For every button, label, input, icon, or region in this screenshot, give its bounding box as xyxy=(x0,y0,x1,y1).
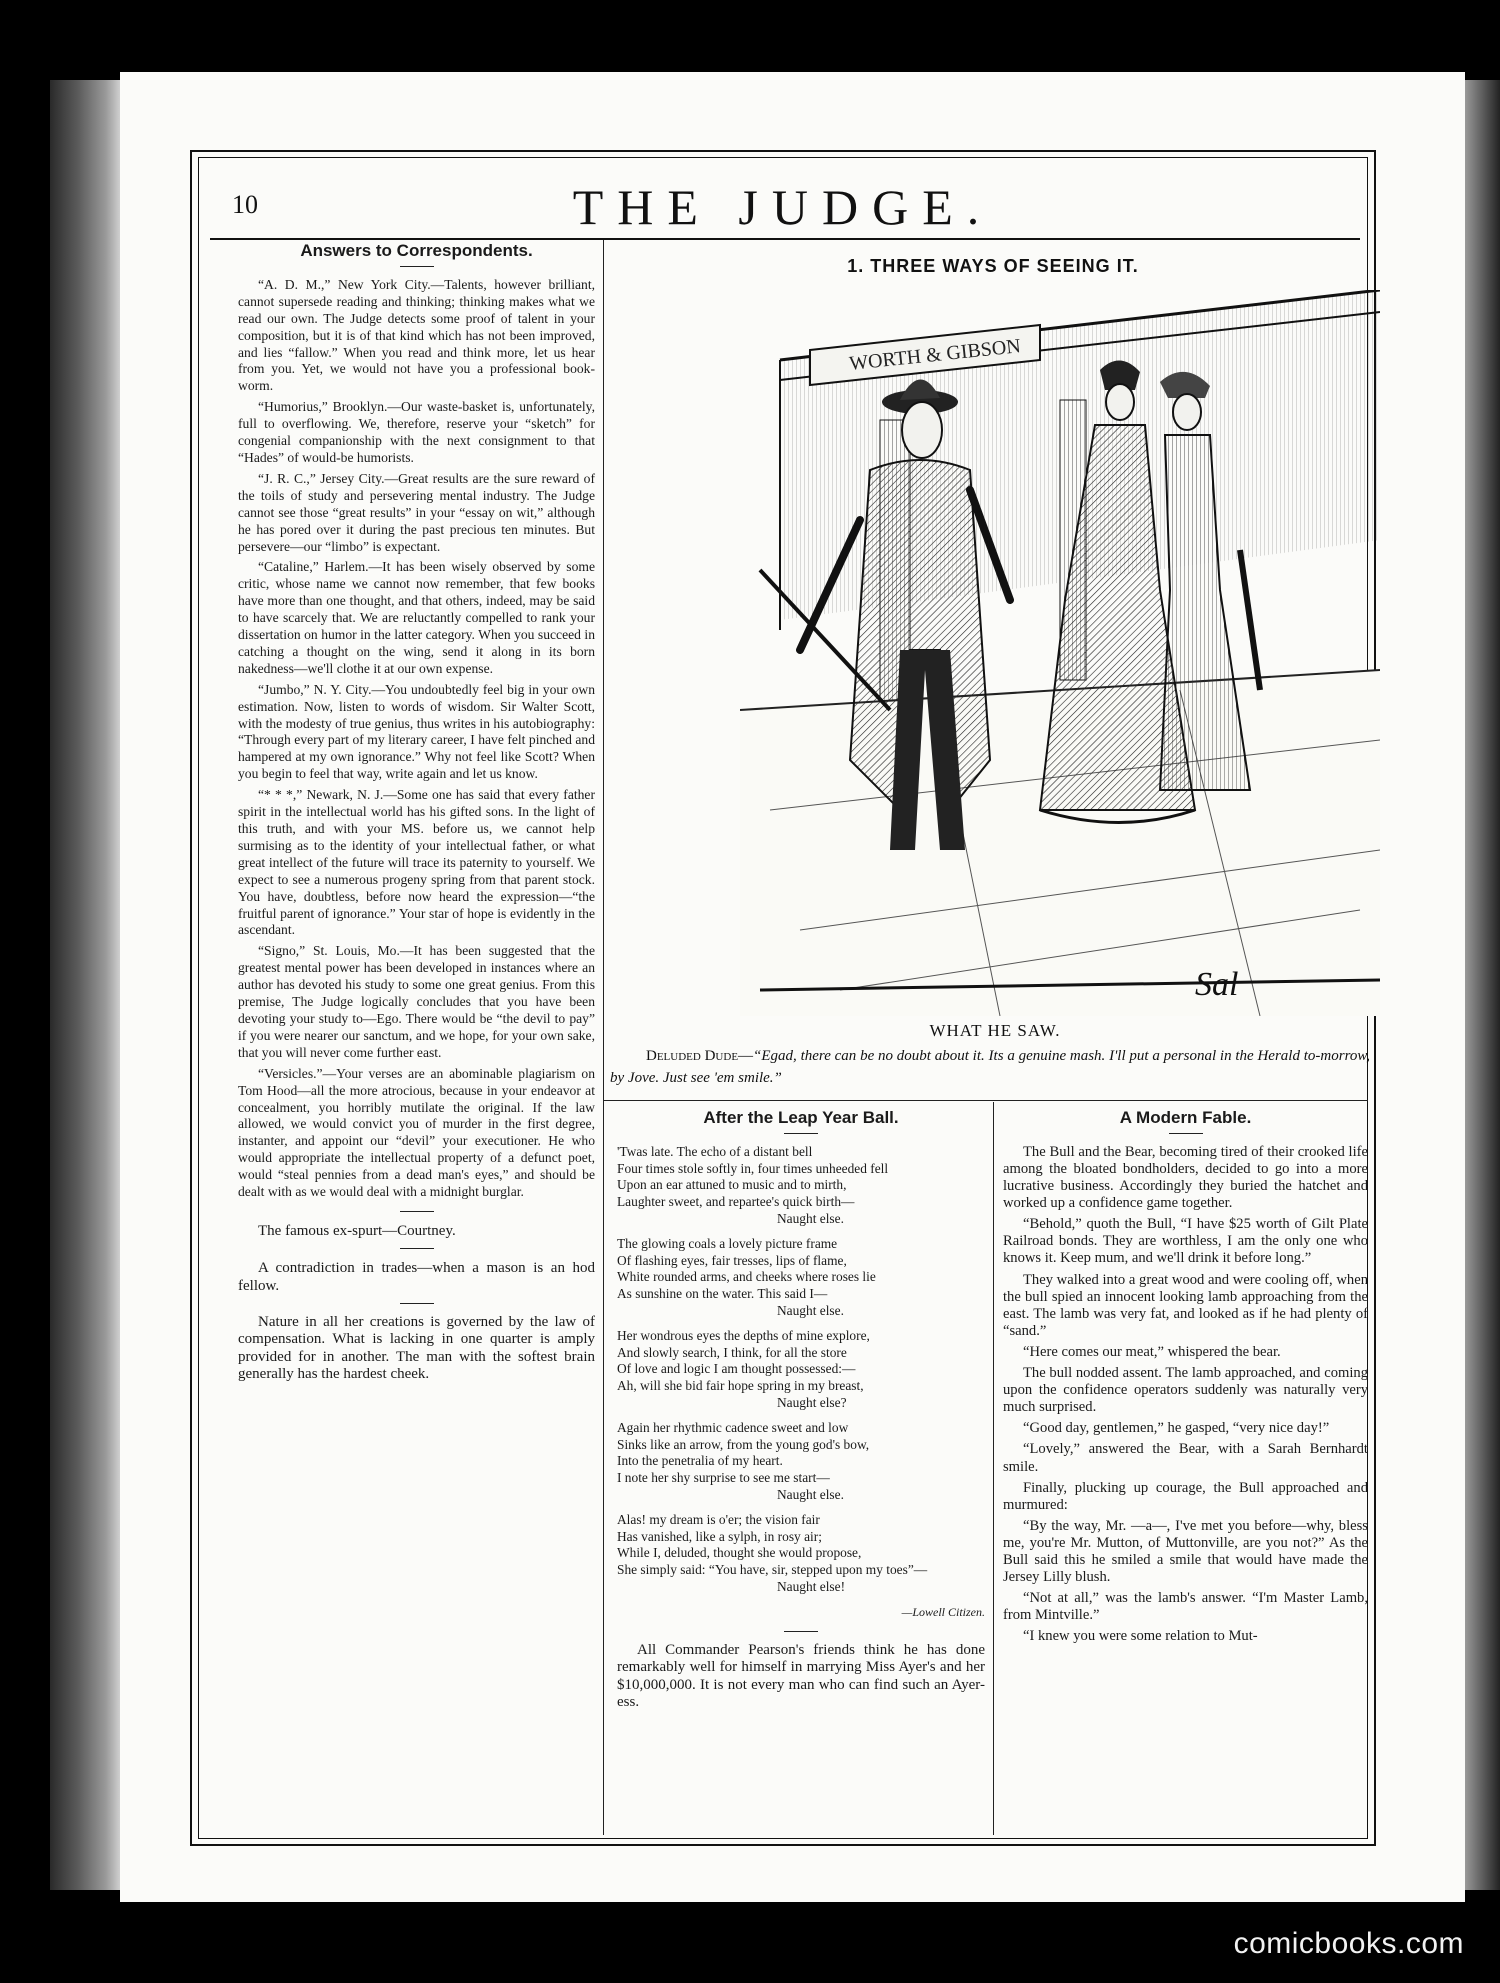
fable-paragraph: “Good day, gentlemen,” he gasped, “very nice day!” xyxy=(1023,1420,1330,1437)
answer-paragraph: “Humorius,” Brooklyn.—Our waste-basket is, unfortunately, full to overflowing. We, therefore, reserve your “sketch” for congenial companionship with the next consignment to that “Hades” of would-be humorists. xyxy=(238,399,595,465)
dude-and-ladies-engraving xyxy=(740,290,1380,1016)
fable-column xyxy=(1003,1110,1368,1649)
page-number: 10 xyxy=(232,190,258,219)
answers-heading: Answers to Correspondents. xyxy=(300,241,533,260)
poem-heading: After the Leap Year Ball. xyxy=(703,1108,899,1127)
masthead-title: THE JUDGE. xyxy=(572,179,994,235)
heading-rule xyxy=(1169,1133,1203,1134)
fable-paragraph: Finally, plucking up courage, the Bull approached and murmured: xyxy=(1003,1479,1368,1513)
heading-rule xyxy=(784,1133,818,1134)
answer-paragraph: “Cataline,” Harlem.—It has been wisely observed by some critic, whose name we cannot now remember, that few books have more than one thought, and that others, indeed, may be said to have scarcely that. We are reluctantly compelled to rank your dissertation on humor in the latter category. When you succeed in catching a thought on the wing, send it along in its born nakedness—we'll clothe it at our own expense. xyxy=(238,559,595,676)
poem-line: Into the penetralia of my heart. xyxy=(617,1453,783,1469)
column-rule-right xyxy=(993,1102,994,1835)
artist-signature: Sal xyxy=(1195,966,1239,1003)
poem-line: Alas! my dream is o'er; the vision fair xyxy=(617,1511,820,1527)
poem-refrain: Naught else. xyxy=(777,1210,844,1226)
answer-paragraph: “A. D. M.,” New York City.—Talents, however brilliant, cannot supersede reading and thinking; thinking makes what we read our own. The Judge detects some proof of talent in your composition, but it is of that kind which has not been improved, and lies “fallow.” When you read and think more, let us hear from you. Yet, we would not have you a professional book-worm. xyxy=(238,276,595,394)
section-rule xyxy=(784,1631,818,1632)
sign-lettering: WORTH & GIBSON xyxy=(848,335,1022,375)
dialogue-text: “Egad, there can be no doubt about it. Its a genuine mash. I'll put a personal in the Herald to-morrow, by Jove. Just see 'em smile.” xyxy=(610,1048,1370,1086)
poem-line: Upon an ear attuned to music and to mirth, xyxy=(617,1177,847,1193)
illustration-caption: WHAT HE SAW. xyxy=(929,1021,1061,1040)
heading-rule xyxy=(400,266,434,267)
poem-line: Her wondrous eyes the depths of mine explore, xyxy=(617,1327,870,1343)
squib-contradiction: A contradiction in trades—when a mason is an hod fellow. xyxy=(238,1259,595,1294)
masthead-rule xyxy=(210,238,1360,240)
poem-line: Of flashing eyes, fair tresses, lips of flame, xyxy=(617,1252,847,1268)
answer-paragraph: “* * *,” Newark, N. J.—Some one has said that every father spirit in the intellectual world has his gifted sons. In the light of this truth, and with your MS. before us, we cannot help surmising as to the identity of your intellectual father, or what great intellect of the future will trace its paternity to yourself. We expect to see a numerous progeny spring from that parent stock. You have, doubtless, before now heard the expression—“the fruitful parent of ignorance.” Your star of hope is evidently in the ascendant. xyxy=(238,787,595,938)
poem-refrain: Naught else? xyxy=(777,1394,847,1410)
poem-stanza xyxy=(617,1144,985,1228)
answer-paragraph: “Jumbo,” N. Y. City.—You undoubtedly feel big in your own estimation. Now, listen to words of wisdom. Sir Walter Scott, with the modesty of true genius, thus writes in his autobiography: “Through every part of my literary career, I have felt pinched and hampered at my own ignorance.” Why not feel like Scott? When you begin to feel that way, write again and let us know. xyxy=(238,681,595,782)
poem-line: While I, deluded, thought she would propose, xyxy=(617,1545,862,1561)
section-rule xyxy=(400,1248,434,1249)
poem-refrain: Naught else! xyxy=(777,1578,846,1594)
poem-stanza xyxy=(617,1512,985,1596)
poem-attribution: —Lowell Citizen. xyxy=(901,1604,985,1619)
section-rule xyxy=(400,1303,434,1304)
column-rule-left xyxy=(603,240,604,1835)
poem-stanza xyxy=(617,1420,985,1504)
poem-stanza xyxy=(617,1236,985,1320)
poem-line: Has vanished, like a sylph, in rosy air; xyxy=(617,1528,822,1544)
fable-paragraph: “I knew you were some relation to Mut- xyxy=(1023,1628,1258,1645)
answers-column xyxy=(238,243,595,1388)
fable-paragraph: “Here comes our meat,” whispered the bear. xyxy=(1023,1343,1281,1360)
illustration-title: 1. THREE WAYS OF SEEING IT. xyxy=(847,256,1139,276)
fable-heading: A Modern Fable. xyxy=(1119,1108,1252,1127)
squib-pearson: All Commander Pearson's friends think he has done remarkably well for himself in marrying Miss Ayer's and her $10,000,000. It is not every man who can find such an Ayer-ess. xyxy=(617,1641,985,1711)
section-rule xyxy=(400,1211,434,1212)
poem-refrain: Naught else. xyxy=(777,1486,844,1502)
fable-paragraph: The Bull and the Bear, becoming tired of their crooked life among the bloated bondholders, decided to go into a more lucrative business. Accordingly they buried the hatchet and worked up a confidence game together. xyxy=(1003,1143,1368,1212)
poem-line: I note her shy surprise to see me start— xyxy=(617,1470,830,1486)
poem-line: She simply said: “You have, sir, stepped upon my toes”— xyxy=(617,1562,928,1578)
poem-line: And slowly search, I think, for all the store xyxy=(617,1344,847,1360)
fable-paragraph: “Lovely,” answered the Bear, with a Sarah Bernhardt smile. xyxy=(1003,1441,1368,1475)
fable-paragraph: They walked into a great wood and were cooling off, when the bull spied an innocent looking lamb approaching from the east. The lamb was very fat, and looked as if he had plenty of “sand.” xyxy=(1003,1271,1368,1339)
answer-paragraph: “J. R. C.,” Jersey City.—Great results are the sure reward of the toils of study and persevering mental industry. The Judge cannot see those “great results” in your “essay on wit,” although he has pored over it during the past precious ten minutes. But persevere—our “limbo” is expectant. xyxy=(238,470,595,554)
poem-line: Again her rhythmic cadence sweet and low xyxy=(617,1419,849,1435)
poem-line: Sinks like an arrow, from the young god's bow, xyxy=(617,1436,870,1452)
poem-line: Ah, will she bid fair hope spring in my breast, xyxy=(617,1378,864,1394)
fable-paragraph: “Behold,” quoth the Bull, “I have $25 worth of Gilt Plate Railroad bonds. They are worthless, I am the only one who knows it. Keep mum, and we'll drink it before long.” xyxy=(1003,1216,1368,1267)
fable-paragraph: The bull nodded assent. The lamb approached, and coming upon the confidence operators suddenly was naturally very much surprised. xyxy=(1003,1365,1368,1416)
fable-paragraph: “Not at all,” was the lamb's answer. “I'm Master Lamb, from Mintville.” xyxy=(1003,1590,1368,1624)
poem-refrain: Naught else. xyxy=(777,1302,844,1318)
speaker-name: Deluded Dude xyxy=(646,1048,739,1064)
poem-line: The glowing coals a lovely picture frame xyxy=(617,1235,838,1251)
illustration-dialogue: Deluded Dude—“Egad, there can be no doubt about it. Its a genuine mash. I'll put a personal in the Herald to-morrow, by Jove. Just see 'em smile.” xyxy=(610,1048,1370,1086)
site-watermark: comicbooks.com xyxy=(1233,1927,1464,1960)
poem-line: White rounded arms, and cheeks where roses lie xyxy=(617,1269,876,1285)
poem-line: 'Twas late. The echo of a distant bell xyxy=(617,1143,813,1159)
answer-paragraph: “Signo,” St. Louis, Mo.—It has been suggested that the greatest mental power has been developed in instances where an author has devoted his study to some one great genius. From this premise, The Judge logically concludes that you have been devoting your study to—Ego. There would be “the devil to pay” if you were nearer our sanctum, and we hope, for your own sake, that you will never come further east. xyxy=(238,943,595,1060)
poem-column xyxy=(617,1110,985,1716)
illustration-bottom-rule xyxy=(603,1100,1368,1101)
poem-line: As sunshine on the water. This said I— xyxy=(617,1286,828,1302)
squib-ex-spurt: The famous ex-spurt—Courtney. xyxy=(258,1222,456,1239)
poem-line: Four times stole softly in, four times unheeded fell xyxy=(617,1160,889,1176)
answer-paragraph: “Versicles.”—Your verses are an abominable plagiarism on Tom Hood—all the more atrocious, because in your endeavor at concealment, you horribly mutilate the original. If the law allowed, we would convict you of murder in the first degree, instanter, and appoint our “devil” your executioner. He who would appropriate the intellectual property of a defunct poet, would “steal pennies from a dead man's eyes,” and should be dealt with as we would deal with a midnight burglar. xyxy=(238,1065,595,1200)
book-spine-left xyxy=(50,80,120,1890)
poem-stanza xyxy=(617,1328,985,1412)
fable-paragraph: “By the way, Mr. —a—, I've met you before—why, bless me, you're Mr. Mutton, of Muttonville, are you not?” As the Bull said this he smiled a smile that would have made the Jersey Lilly blush. xyxy=(1003,1517,1368,1586)
poem-line: Laughter sweet, and repartee's quick birth— xyxy=(617,1194,855,1210)
squib-nature: Nature in all her creations is governed by the law of compensation. What is lacking in one quarter is amply provided for in another. The man with the softest brain generally has the hardest cheek. xyxy=(238,1313,595,1383)
poem-line: Of love and logic I am thought possessed:— xyxy=(617,1361,856,1377)
